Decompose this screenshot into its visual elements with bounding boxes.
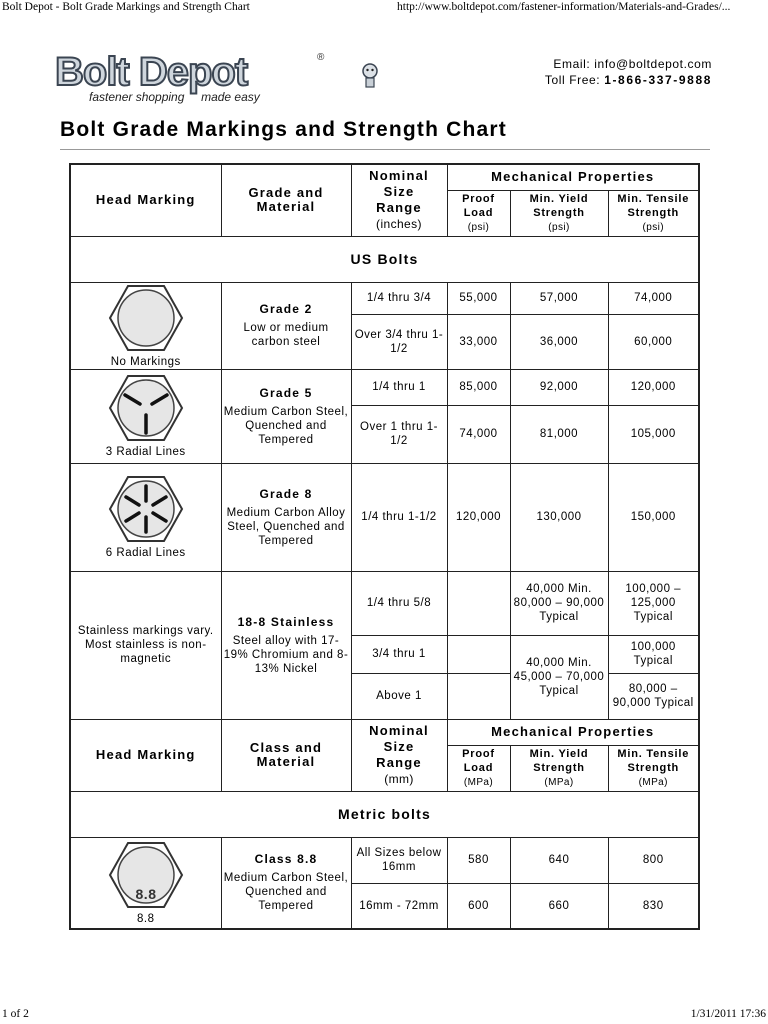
grade5-head-marking bbox=[70, 369, 221, 463]
logo-tagline-part1: fastener shopping bbox=[89, 90, 185, 104]
contact-info bbox=[545, 56, 712, 88]
stainless-head-marking: Stainless markings vary. Most stainless is non-magnetic bbox=[70, 571, 221, 719]
col-min-yield bbox=[510, 190, 608, 236]
col-yield-1: Min. Yield bbox=[529, 192, 589, 205]
metric-col-head-marking: Head Marking bbox=[70, 719, 221, 791]
class88-caption: 8.8 bbox=[137, 912, 155, 925]
stainless-tensile-2: 100,000 Typical bbox=[608, 635, 699, 673]
class88-head-marking bbox=[70, 837, 221, 929]
metric-col-nominal-unit: (mm) bbox=[384, 772, 414, 786]
metric-col-yield-unit: (MPa) bbox=[544, 776, 574, 788]
stainless-tensile-3: 80,000 – 90,000 Typical bbox=[608, 673, 699, 719]
metric-col-nominal-1: Nominal bbox=[369, 723, 429, 738]
section-metric-bolts: Metric bolts bbox=[70, 791, 699, 837]
grade2-caption: No Markings bbox=[110, 355, 181, 368]
logo-tagline-part2: made easy bbox=[201, 90, 260, 104]
bolt-depot-logo[interactable] bbox=[55, 52, 385, 108]
grade5-tensile-1: 120,000 bbox=[608, 369, 699, 405]
stainless-yield-2: 40,000 Min. 45,000 – 70,000 Typical bbox=[510, 635, 608, 719]
grade8-head-marking bbox=[70, 463, 221, 571]
col-proof-unit: (psi) bbox=[467, 221, 490, 233]
page-title: Bolt Grade Markings and Strength Chart bbox=[60, 118, 507, 141]
metric-col-tensile-2: Strength bbox=[627, 761, 680, 774]
contact-email[interactable]: Email: info@boltdepot.com bbox=[553, 57, 712, 71]
section-us-bolts: US Bolts bbox=[70, 236, 699, 282]
contact-phone[interactable]: 1-866-337-9888 bbox=[604, 73, 712, 87]
col-tensile-1: Min. Tensile bbox=[617, 192, 690, 205]
grade2-name: Grade 2 bbox=[259, 302, 313, 316]
grade5-caption: 3 Radial Lines bbox=[105, 446, 186, 458]
logo-tagline bbox=[89, 90, 260, 104]
grade5-proof-1: 85,000 bbox=[447, 369, 510, 405]
print-page-title: Bolt Depot - Bolt Grade Markings and Strength Chart bbox=[2, 1, 250, 13]
grade2-head-marking bbox=[70, 282, 221, 369]
stainless-size-3: Above 1 bbox=[351, 673, 447, 719]
stainless-tensile-1: 100,000 – 125,000 Typical bbox=[608, 571, 699, 635]
metric-col-mechanical-properties: Mechanical Properties bbox=[447, 719, 699, 745]
col-grade-material-2: Material bbox=[256, 199, 316, 215]
metric-col-proof-unit: (MPa) bbox=[463, 776, 494, 788]
class88-material: Medium Carbon Steel, Quenched and Tempered bbox=[223, 872, 349, 913]
grade8-tensile: 150,000 bbox=[608, 463, 699, 571]
metric-col-proof-load bbox=[447, 745, 510, 791]
grade2-tensile-1: 74,000 bbox=[608, 282, 699, 314]
grade2-yield-2: 36,000 bbox=[510, 314, 608, 369]
stainless-proof-1 bbox=[447, 571, 510, 635]
logo-wordmark: Bolt Depot bbox=[55, 50, 248, 94]
class88-size-2: 16mm - 72mm bbox=[351, 883, 447, 929]
stainless-size-2: 3/4 thru 1 bbox=[351, 635, 447, 673]
us-bolts-section-row bbox=[70, 236, 699, 282]
print-page-number: 1 of 2 bbox=[2, 1008, 29, 1020]
grade2-proof-1: 55,000 bbox=[447, 282, 510, 314]
grade2-row-1 bbox=[70, 282, 699, 314]
metric-col-min-tensile bbox=[608, 745, 699, 791]
grade5-material-cell bbox=[221, 369, 351, 463]
grade2-tensile-2: 60,000 bbox=[608, 314, 699, 369]
metric-col-class-2: Material bbox=[256, 754, 316, 769]
col-nominal-size bbox=[351, 164, 447, 236]
grade2-size-1: 1/4 thru 3/4 bbox=[351, 282, 447, 314]
grade2-material: Low or medium carbon steel bbox=[243, 322, 329, 348]
grade5-name: Grade 5 bbox=[259, 385, 313, 400]
grade8-caption: 6 Radial Lines bbox=[105, 547, 186, 559]
col-head-marking: Head Marking bbox=[70, 164, 221, 236]
hex-head-6-radial-lines-icon bbox=[106, 474, 186, 544]
grade8-material: Medium Carbon Alloy Steel, Quenched and Tempered bbox=[226, 506, 346, 547]
grade5-yield-2: 81,000 bbox=[510, 405, 608, 463]
col-nominal-1: Nominal bbox=[369, 168, 429, 184]
print-footer bbox=[0, 1006, 768, 1024]
col-nominal-3: Range bbox=[376, 200, 422, 216]
grade2-material-cell bbox=[221, 282, 351, 369]
stainless-proof-2 bbox=[447, 635, 510, 673]
col-mechanical-properties: Mechanical Properties bbox=[447, 164, 699, 190]
metric-col-class-material bbox=[221, 719, 351, 791]
class88-material-cell bbox=[221, 837, 351, 929]
stainless-proof-3 bbox=[447, 673, 510, 719]
grade2-yield-1: 57,000 bbox=[510, 282, 608, 314]
stainless-material-cell bbox=[221, 571, 351, 719]
col-proof-2: Load bbox=[463, 206, 494, 219]
col-grade-material bbox=[221, 164, 351, 236]
stainless-size-1: 1/4 thru 5/8 bbox=[351, 571, 447, 635]
col-yield-unit: (psi) bbox=[548, 221, 570, 233]
stainless-row-1 bbox=[70, 571, 699, 635]
print-header bbox=[0, 0, 768, 16]
grade5-proof-2: 74,000 bbox=[447, 405, 510, 463]
grade2-size-2: Over 3/4 thru 1-1/2 bbox=[351, 314, 447, 369]
grade8-yield: 130,000 bbox=[510, 463, 608, 571]
stainless-name: 18-8 Stainless bbox=[237, 614, 335, 629]
us-header-row bbox=[70, 164, 699, 190]
grade5-yield-1: 92,000 bbox=[510, 369, 608, 405]
class88-head-label: 8.8 bbox=[135, 885, 157, 902]
toll-free-label: Toll Free: bbox=[544, 73, 605, 87]
class88-name: Class 8.8 bbox=[254, 852, 318, 867]
metric-col-proof-2: Load bbox=[463, 761, 494, 774]
class88-tensile-1: 800 bbox=[608, 837, 699, 883]
metric-col-nominal-2: Size bbox=[383, 739, 415, 754]
print-datetime: 1/31/2011 17:36 bbox=[690, 1008, 766, 1020]
grade8-size: 1/4 thru 1-1/2 bbox=[351, 463, 447, 571]
metric-col-tensile-1: Min. Tensile bbox=[617, 747, 690, 760]
col-nominal-unit: (inches) bbox=[376, 217, 422, 232]
hex-head-3-radial-lines-icon bbox=[106, 373, 186, 443]
metric-col-class-1: Class and bbox=[249, 740, 323, 755]
col-tensile-unit: (psi) bbox=[642, 221, 664, 233]
metric-col-nominal-size bbox=[351, 719, 447, 791]
class88-row-1 bbox=[70, 837, 699, 883]
metric-bolts-section-row bbox=[70, 791, 699, 837]
col-nominal-2: Size bbox=[383, 184, 415, 200]
metric-col-yield-2: Strength bbox=[533, 761, 585, 774]
grade8-proof: 120,000 bbox=[447, 463, 510, 571]
class88-size-1: All Sizes below 16mm bbox=[351, 837, 447, 883]
metric-col-yield-1: Min. Yield bbox=[529, 747, 589, 760]
grade5-size-1: 1/4 thru 1 bbox=[351, 369, 447, 405]
grade5-material: Medium Carbon Steel, Quenched and Tempered bbox=[223, 405, 349, 446]
class88-yield-2: 660 bbox=[510, 883, 608, 929]
class88-tensile-2: 830 bbox=[608, 883, 699, 929]
class88-proof-1: 580 bbox=[447, 837, 510, 883]
col-proof-load bbox=[447, 190, 510, 236]
title-divider bbox=[60, 149, 710, 150]
logo-registered-mark: ® bbox=[317, 52, 325, 63]
grade8-name: Grade 8 bbox=[259, 486, 313, 501]
bolt-mascot-icon bbox=[355, 60, 385, 90]
class88-yield-1: 640 bbox=[510, 837, 608, 883]
class88-proof-2: 600 bbox=[447, 883, 510, 929]
metric-header-row bbox=[70, 719, 699, 745]
stainless-yield-1: 40,000 Min. 80,000 – 90,000 Typical bbox=[510, 571, 608, 635]
stainless-material: Steel alloy with 17-19% Chromium and 8-13% Nickel bbox=[223, 634, 349, 675]
grade8-material-cell bbox=[221, 463, 351, 571]
col-grade-material-1: Grade and bbox=[248, 185, 324, 201]
grade5-tensile-2: 105,000 bbox=[608, 405, 699, 463]
col-yield-2: Strength bbox=[533, 206, 585, 219]
grade5-row-1 bbox=[70, 369, 699, 405]
hex-head-8-8-icon bbox=[106, 840, 186, 910]
col-min-tensile bbox=[608, 190, 699, 236]
metric-col-nominal-3: Range bbox=[376, 755, 422, 770]
col-tensile-2: Strength bbox=[627, 206, 680, 219]
print-url: http://www.boltdepot.com/fastener-information/Materials-and-Grades/... bbox=[397, 1, 731, 13]
col-proof-1: Proof bbox=[462, 192, 495, 205]
bolt-grade-chart bbox=[69, 163, 700, 930]
metric-col-proof-1: Proof bbox=[462, 747, 495, 760]
grade8-row bbox=[70, 463, 699, 571]
contact-phone-line bbox=[545, 72, 712, 88]
grade5-size-2: Over 1 thru 1-1/2 bbox=[351, 405, 447, 463]
metric-col-min-yield bbox=[510, 745, 608, 791]
metric-col-tensile-unit: (MPa) bbox=[638, 776, 668, 788]
grade2-proof-2: 33,000 bbox=[447, 314, 510, 369]
plain-hex-head-icon bbox=[106, 283, 186, 353]
